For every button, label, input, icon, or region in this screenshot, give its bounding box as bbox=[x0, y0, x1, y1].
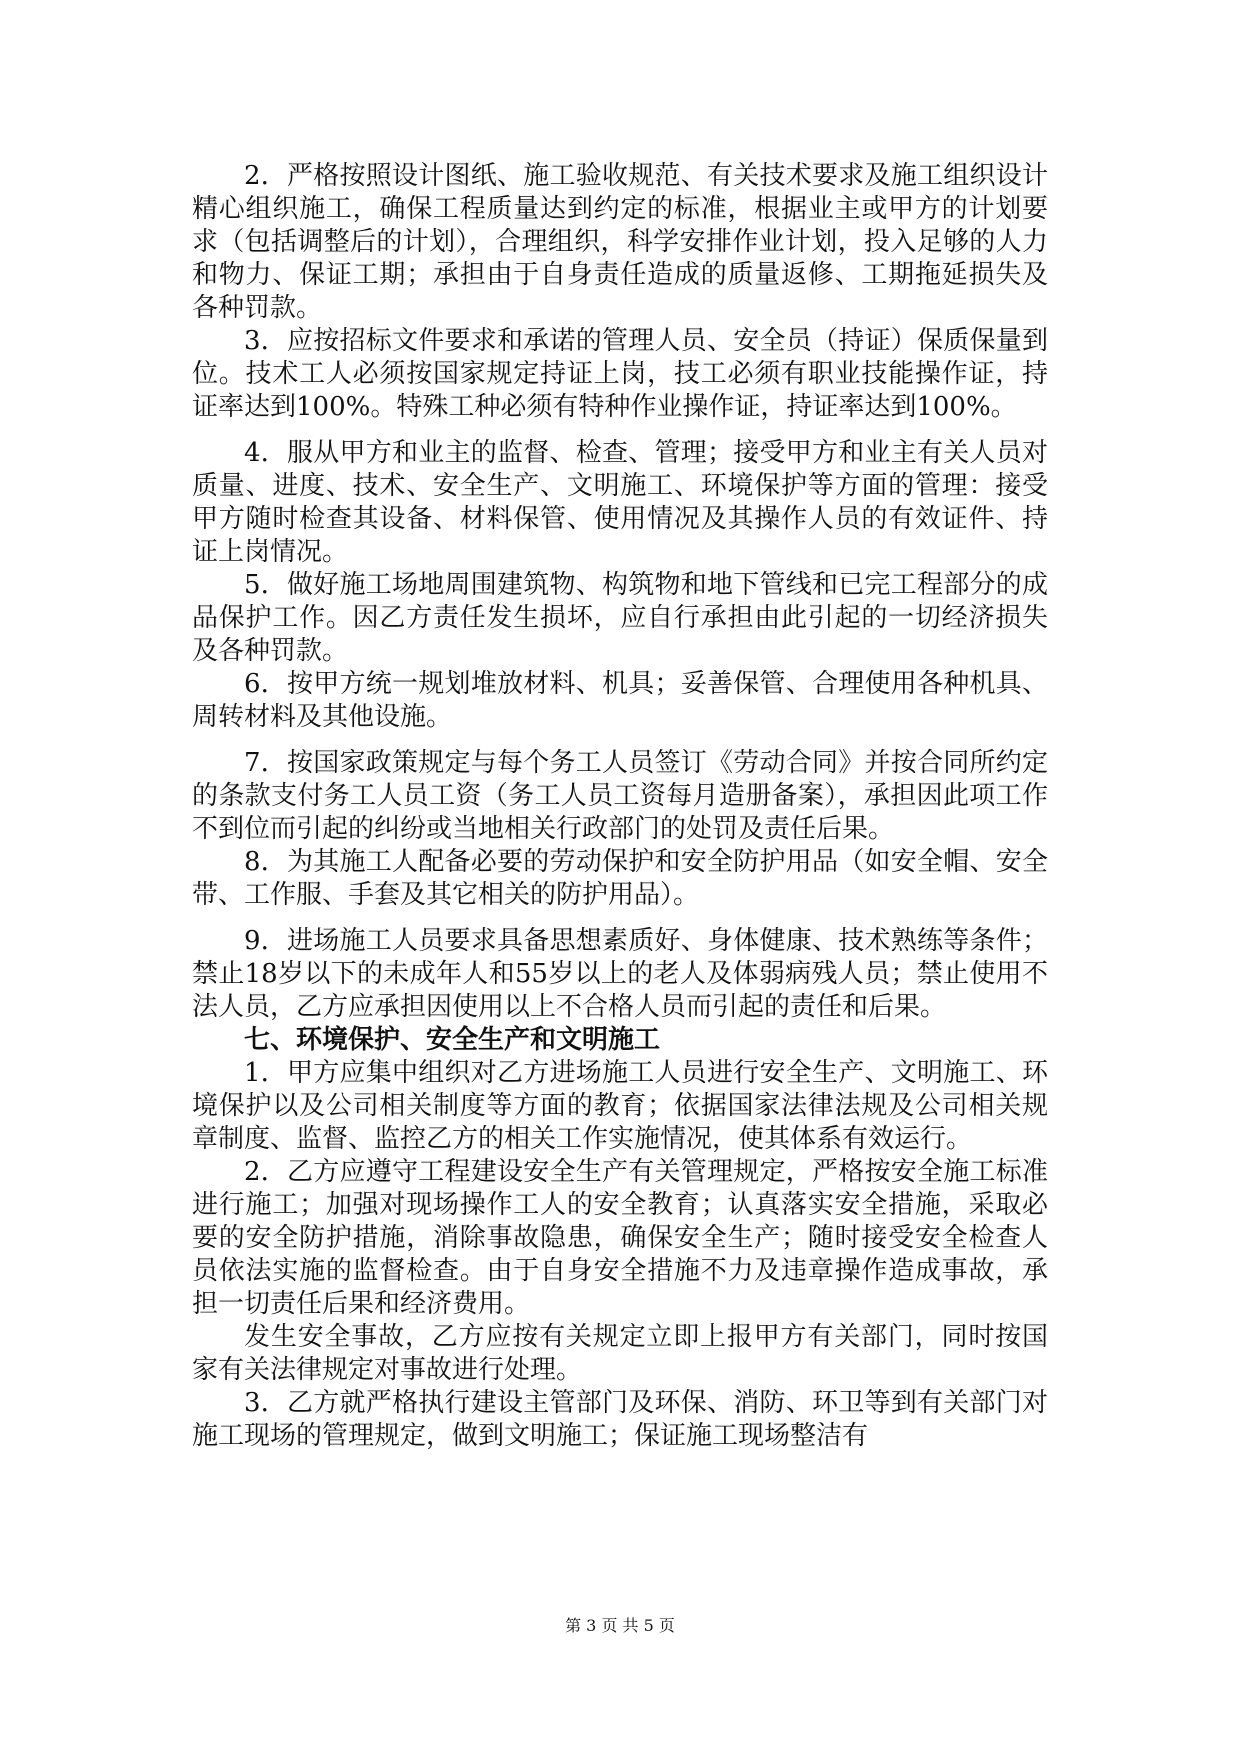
clause-7: 7．按国家政策规定与每个务工人员签订《劳动合同》并按合同所约定的条款支付务工人员工资（务工人员工资每月造册备案），承担因此项工作不到位而引起的纠纷或当地相关行政部门的处罚及责任后果。 bbox=[192, 748, 1048, 844]
clause-3: 3．应按招标文件要求和承诺的管理人员、安全员（持证）保质保量到位。技术工人必须按国家规定持证上岗，技工必须有职业技能操作证，持证率达到100%。特殊工种必须有特种作业操作证，持证率达到100%。 bbox=[192, 326, 1048, 422]
section-heading: 七、环境保护、安全生产和文明施工 bbox=[244, 1025, 661, 1055]
clause-5: 5．做好施工场地周围建筑物、构筑物和地下管线和已完工程部分的成品保护工作。因乙方责任发生损坏，应自行承担由此引起的一切经济损失及各种罚款。 bbox=[192, 570, 1048, 666]
section-clause-1: 1．甲方应集中组织对乙方进场施工人员进行安全生产、文明施工、环境保护以及公司相关制度等方面的教育；依据国家法律法规及公司相关规章制度、监督、监控乙方的相关工作实施情况，使其体系有效运行。 bbox=[192, 1058, 1048, 1154]
clause-6: 6．按甲方统一规划堆放材料、机具；妥善保管、合理使用各种机具、周转材料及其他设施。 bbox=[192, 669, 1048, 732]
accident-report-paragraph: 发生安全事故，乙方应按有关规定立即上报甲方有关部门，同时按国家有关法律规定对事故进行处理。 bbox=[192, 1322, 1048, 1385]
section-clause-2: 2．乙方应遵守工程建设安全生产有关管理规定，严格按安全施工标准进行施工；加强对现场操作工人的安全教育；认真落实安全措施，采取必要的安全防护措施，消除事故隐患，确保安全生产；随时接受安全检查人员依法实施的监督检查。由于自身安全措施不力及违章操作造成事故，承担一切责任后果和经济费用。 bbox=[192, 1157, 1048, 1319]
clause-9: 9．进场施工人员要求具备思想素质好、身体健康、技术熟练等条件；禁止18岁以下的未成年人和55岁以上的老人及体弱病残人员；禁止使用不法人员，乙方应承担因使用以上不合格人员而引起的责任和后果。 bbox=[192, 926, 1048, 1022]
clause-2: 2．严格按照设计图纸、施工验收规范、有关技术要求及施工组织设计精心组织施工，确保工程质量达到约定的标准，根据业主或甲方的计划要求（包括调整后的计划），合理组织，科学安排作业计划，投入足够的人力和物力、保证工期；承担由于自身责任造成的质量返修、工期拖延损失及各种罚款。 bbox=[192, 161, 1048, 323]
section-clause-3: 3．乙方就严格执行建设主管部门及环保、消防、环卫等到有关部门对施工现场的管理规定，做到文明施工；保证施工现场整洁有 bbox=[192, 1388, 1048, 1451]
clause-8: 8．为其施工人配备必要的劳动保护和安全防护用品（如安全帽、安全带、工作服、手套及其它相关的防护用品）。 bbox=[192, 847, 1048, 910]
page-number-footer: 第 3 页 共 5 页 bbox=[565, 1616, 675, 1635]
page-content bbox=[192, 160, 1048, 1453]
clause-4: 4．服从甲方和业主的监督、检查、管理；接受甲方和业主有关人员对质量、进度、技术、安全生产、文明施工、环境保护等方面的管理：接受甲方随时检查其设备、材料保管、使用情况及其操作人员的有效证件、持证上岗情况。 bbox=[192, 438, 1048, 567]
